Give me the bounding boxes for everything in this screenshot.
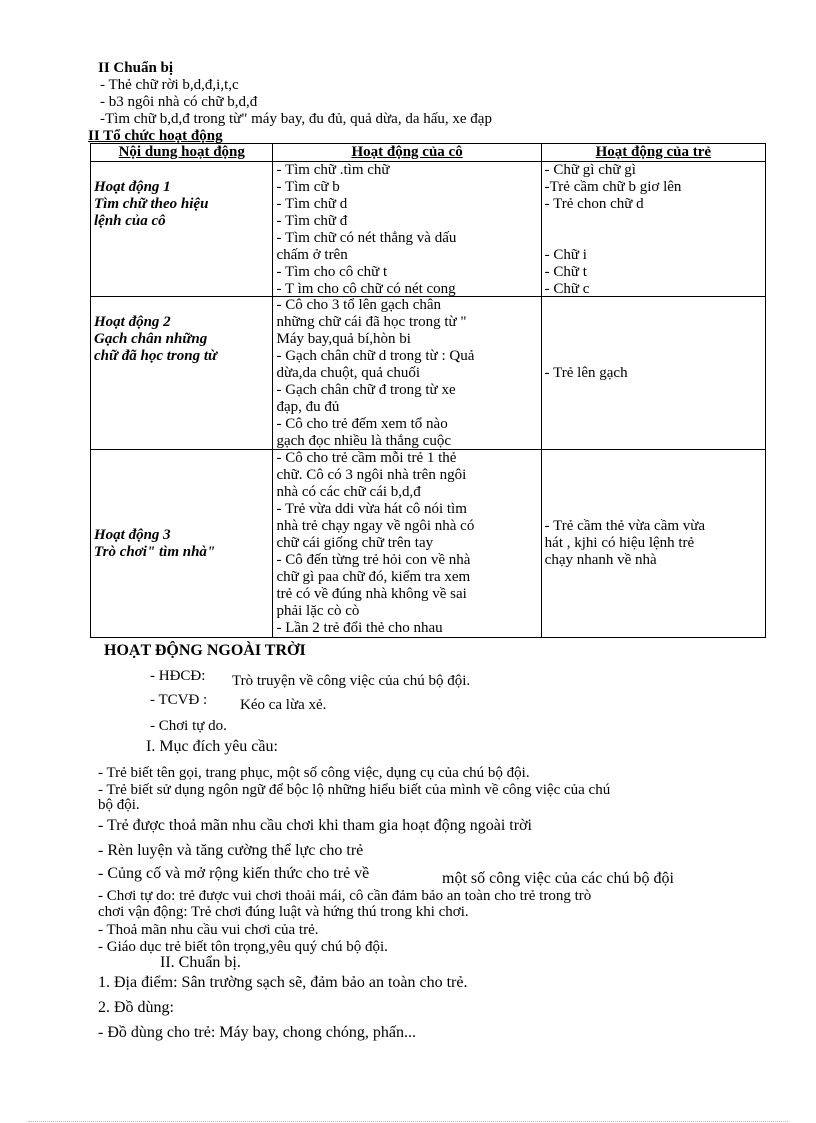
outdoor-heading: HOẠT ĐỘNG NGOÀI TRỜI — [104, 642, 306, 659]
cell-line: - Trẻ vừa ddi vừa hát cô nói tìm — [276, 501, 467, 517]
row3-child-cell — [541, 450, 765, 638]
row1-title-line3: lệnh của cô — [94, 213, 166, 229]
purpose-7: - Thoả mãn nhu cầu vui chơi của trẻ. — [98, 922, 319, 938]
cell-line: hát , kjhi có hiệu lệnh trẻ — [544, 535, 695, 551]
purpose-5b: một số công việc của các chú bộ đội — [442, 870, 674, 887]
purpose-heading: I. Mục đích yêu cầu: — [146, 738, 278, 755]
cell-line: những chữ cái đã học trong từ " — [276, 314, 467, 330]
cell-line: chấm ở trên — [276, 247, 348, 263]
row1-teacher-cell — [273, 162, 541, 297]
purpose-4: - Rèn luyện và tăng cường thể lực cho trẻ — [98, 842, 364, 859]
row2-child-cell — [541, 297, 765, 450]
row3-teacher-lines — [276, 450, 537, 636]
prep-item-1: - Thẻ chữ rời b,d,đ,i,t,c — [100, 77, 239, 93]
cell-line: - Cô cho 3 tổ lên gạch chân — [276, 297, 442, 313]
free-play: - Chơi tự do. — [150, 718, 227, 734]
hdcd-label: - HĐCĐ: — [150, 668, 206, 684]
cell-line: chữ cái giống chữ trên tay — [276, 535, 434, 551]
table-row — [91, 162, 766, 297]
cell-line: chữ. Cô có 3 ngôi nhà trên ngôi — [276, 467, 467, 483]
cell-line: - Cô đến từng trẻ hỏi con về nhà — [276, 552, 471, 568]
cell-line: - Tìm chữ có nét thẳng và dấu — [276, 230, 457, 246]
cell-line: chạy nhanh về nhà — [544, 552, 657, 568]
cell-line: nhà trẻ chạy ngay về ngôi nhà có — [276, 518, 475, 534]
cell-line: dừa,da chuột, quả chuối — [276, 365, 420, 381]
tcvd-text: Kéo ca lừa xẻ. — [240, 697, 327, 713]
row1-child-lines — [545, 162, 762, 296]
cell-line: gạch đọc nhiều là thắng cuộc — [276, 433, 451, 449]
outdoor-prep-heading: II. Chuẩn bị. — [160, 954, 241, 971]
cell-line: - Chữ c — [544, 281, 590, 296]
org-heading: II Tổ chức hoạt động — [88, 128, 223, 144]
cell-line: - Gạch chân chữ đ trong từ xe — [276, 382, 456, 398]
tools-heading: 2. Đồ dùng: — [98, 999, 174, 1016]
cell-line: - Cô cho trẻ đếm xem tổ nào — [276, 416, 448, 432]
row3-title-cell — [91, 450, 273, 638]
purpose-2a: - Trẻ biết sử dụng ngôn ngữ để bộc lộ những hiểu biết của mình về công việc của chú — [98, 782, 611, 798]
activity-table — [90, 143, 766, 638]
cell-line: - Lần 2 trẻ đổi thẻ cho nhau — [276, 620, 443, 636]
cell-line: - Tìm chữ đ — [276, 213, 348, 229]
cell-line: - Tìm cữ b — [276, 179, 340, 195]
cell-line: - Tìm chữ .tìm chữ — [276, 162, 390, 178]
cell-line: - Cô cho trẻ cầm mỗi trẻ 1 thẻ — [276, 450, 457, 466]
row2-child-lines — [545, 365, 762, 382]
row2-teacher-cell — [273, 297, 541, 450]
cell-line: - Gạch chân chữ d trong từ : Quả — [276, 348, 475, 364]
place: 1. Địa điểm: Sân trường sạch sẽ, đảm bảo an toàn cho trẻ. — [98, 974, 468, 991]
cell-line: - Trẻ chon chữ d — [544, 196, 644, 212]
cell-line: - Chữ t — [544, 264, 587, 280]
table-row — [91, 297, 766, 450]
prep-heading: II Chuẩn bị — [98, 60, 174, 76]
purpose-5a: - Củng cố và mở rộng kiến thức cho trẻ về — [98, 865, 370, 882]
cell-line — [545, 213, 762, 230]
cell-line: - Chữ i — [544, 247, 587, 263]
cell-line: - Tìm cho cô chữ t — [276, 264, 388, 280]
row2-title-line2: Gạch chân những — [94, 331, 208, 347]
cell-line — [545, 230, 762, 247]
row2-teacher-lines — [276, 297, 537, 449]
row1-title-cell — [91, 162, 273, 297]
purpose-1: - Trẻ biết tên gọi, trang phục, một số công việc, dụng cụ của chú bộ đội. — [98, 765, 530, 781]
cell-line: - Chữ gì chữ gì — [544, 162, 636, 178]
header-teacher: Hoạt động của cô — [273, 144, 541, 162]
hdcd-text: Trò truyện về công việc của chú bộ đội. — [232, 673, 471, 689]
purpose-6b: chơi vận động: Trẻ chơi đúng luật và hứng thú trong khi chơi. — [98, 904, 469, 920]
cell-line: -Trẻ cầm chữ b giơ lên — [544, 179, 682, 195]
row3-title-line1: Hoạt động 3 — [94, 526, 171, 543]
cell-line: phải lặc cò cò — [276, 603, 360, 619]
tools: - Đồ dùng cho trẻ: Máy bay, chong chóng, phấn... — [98, 1024, 416, 1041]
cell-line: - Trẻ cầm thẻ vừa cầm vừa — [544, 518, 706, 534]
row2-title-line1: Hoạt động 2 — [94, 314, 171, 330]
header-content: Nội dung hoạt động — [91, 144, 273, 162]
purpose-8: - Giáo dục trẻ biết tôn trọng,yêu quý chú bộ đội. — [98, 939, 388, 955]
row3-title-line2: Trò chơi" tìm nhà" — [94, 543, 216, 560]
row2-title-cell — [91, 297, 273, 450]
cell-line: - Trẻ lên gạch — [544, 364, 628, 381]
cell-line: trẻ có về đúng nhà không về sai — [276, 586, 467, 602]
row2-title-line3: chữ đã học trong từ — [94, 348, 217, 364]
purpose-2b: bộ đội. — [98, 797, 140, 813]
cell-line: - T ìm cho cô chữ có nét cong — [276, 281, 456, 296]
table-row — [91, 450, 766, 638]
row3-teacher-cell — [273, 450, 541, 638]
header-child: Hoạt động của trẻ — [541, 144, 765, 162]
row3-child-lines — [545, 518, 762, 569]
cell-line: - Tìm chữ d — [276, 196, 348, 212]
cell-line: đạp, đu đủ — [276, 399, 340, 415]
table-header-row — [91, 144, 766, 162]
prep-item-2: - b3 ngôi nhà có chữ b,d,đ — [100, 94, 258, 110]
purpose-6a: - Chơi tự do: trẻ được vui chơi thoải mái, cô cần đảm bảo an toàn cho trẻ trong trò — [98, 888, 592, 904]
prep-item-3: -Tìm chữ b,d,đ trong từ" máy bay, đu đủ, quả dừa, da hấu, xe đạp — [100, 111, 492, 127]
row1-title-line2: Tìm chữ theo hiệu — [94, 196, 209, 212]
cell-line: Máy bay,quả bí,hòn bi — [276, 331, 411, 347]
row1-teacher-lines — [276, 162, 537, 296]
purpose-3: - Trẻ được thoả mãn nhu cầu chơi khi tham gia hoạt động ngoài trời — [98, 817, 532, 834]
cell-line: chữ gì paa chữ đó, kiểm tra xem — [276, 569, 471, 585]
row1-child-cell — [541, 162, 765, 297]
row1-title-line1: Hoạt động 1 — [94, 179, 171, 195]
page-bottom-border — [28, 1121, 788, 1122]
tcvd-label: - TCVĐ : — [150, 692, 208, 708]
cell-line: nhà có các chữ cái b,d,đ — [276, 484, 421, 500]
